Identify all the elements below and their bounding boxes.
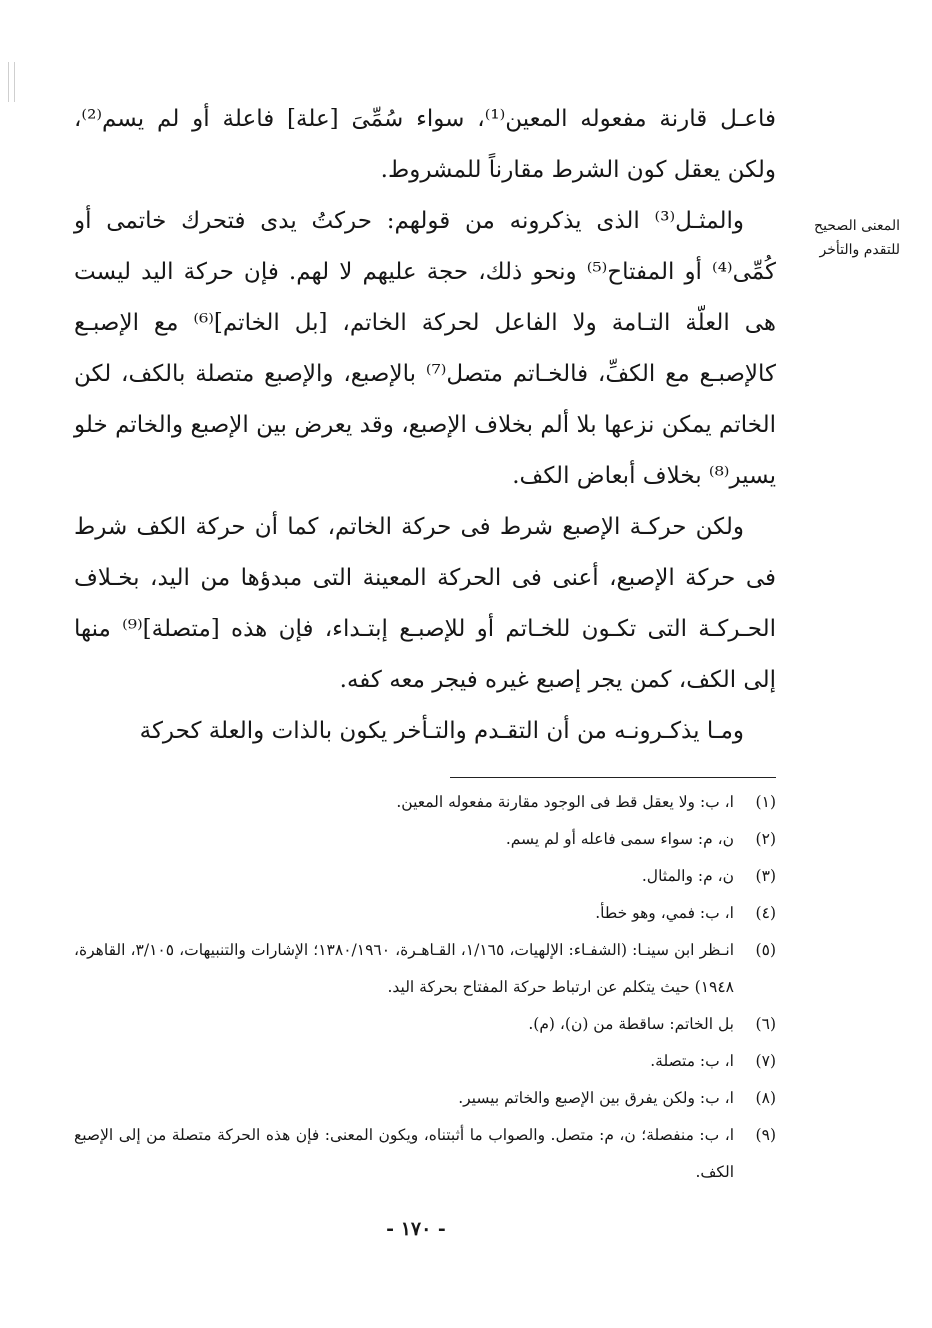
footnote-text: انـظر ابن سينـا: (الشفـاء: الإلهيات، ١/١٦٥، القـاهـرة، ١٣٨٠/١٩٦٠؛ الإشارات والتنبيهات، ٣/١٠٥، القاهرة، ١٩٤٨) حيث يتكلم عن ارتباط حركة المفتاح بحركة اليد.: [74, 941, 734, 996]
footnote: [74, 895, 776, 932]
footnote-text: ا، ب: متصلة.: [650, 1052, 734, 1070]
footnote-text: ا، ب: فمي، وهو خطأ.: [595, 904, 734, 922]
paragraph: فاعـل قارنة مفعوله المعين⁽¹⁾، سواء سُمِّىَ [علة] فاعلة أو لم يسم⁽²⁾، ولكن يعقل كون الشرط مقارناً للمشروط.: [74, 106, 776, 183]
footnote-text: ن، م: سواء سمى فاعله أو لم يسم.: [505, 830, 734, 848]
footnote-number: (٦): [755, 1015, 776, 1033]
footnotes: [74, 784, 776, 1191]
paragraph: ومـا يذكـرونـه من أن التقـدم والتـأخر يكون بالذات والعلة كحركة: [139, 718, 744, 744]
footnote-number: (١): [755, 793, 776, 811]
scan-edge-mark: [8, 62, 9, 102]
footnote: [74, 858, 776, 895]
main-text: [74, 94, 776, 757]
footnote-number: (٢): [755, 830, 776, 848]
page-number: - ١٧٠ -: [386, 1218, 446, 1240]
margin-heading: [796, 214, 900, 262]
footnote-number: (٤): [755, 904, 776, 922]
margin-heading-line: المعنى الصحيح: [814, 218, 900, 234]
scan-edge-mark: [14, 62, 15, 102]
footnote: [74, 1043, 776, 1080]
footnote-text: بل الخاتم: ساقطة من (ن)، (م).: [528, 1015, 734, 1033]
footnote: [74, 932, 776, 1006]
footnote-number: (٧): [755, 1052, 776, 1070]
footnote-text: ا، ب: ولا يعقل قط فى الوجود مقارنة مفعوله المعين.: [396, 793, 734, 811]
footnote-number: (٣): [755, 867, 776, 885]
footnote-number: (٩): [755, 1126, 776, 1144]
footnote-text: ا، ب: منفصلة؛ ن، م: متصل. والصواب ما أثبتناه، ويكون المعنى: فإن هذه الحركة متصلة من إلى الإصبع الكف.: [74, 1126, 734, 1181]
footnote-divider: [450, 777, 776, 778]
paragraph: والمثـل⁽³⁾ الذى يذكرونه من قولهم: حركتُ يدى فتحرك خاتمى أو كُمِّى⁽⁴⁾ أو المفتاح⁽⁵⁾ ونحو ذلك، حجة عليهم لا لهم. فإن حركة اليد ليست هى العلّة التـامة ولا الفاعل لحركة الخاتم، [بل الخاتم]⁽⁶⁾ مع الإصبـع كالإصبـع مع الكفِّ، فالخـاتم متصل⁽⁷⁾ بالإصبع، والإصبع متصلة بالكف، لكن الخاتم يمكن نزعها بلا ألم بخلاف الإصبع، وقد يعرض بين الإصبع والخاتم خلو يسير⁽⁸⁾ بخلاف أبعاض الكف.: [74, 208, 776, 489]
footnote-text: ن، م: والمثال.: [641, 867, 734, 885]
paragraph: ولكن حركـة الإصبع شرط فى حركة الخاتم، كما أن حركة الكف شرط فى حركة الإصبع، أعنى فى الحركة المعينة التى مبدؤها من اليد، بخـلاف الحـركـة التى تكـون للخـاتم أو للإصبـع إبتـداء، فإن هذه [متصلة]⁽⁹⁾ منها إلى الكف، كمن يجر إصبع غيره فيجر معه كفه.: [74, 514, 776, 693]
footnote: [74, 1117, 776, 1191]
footnote: [74, 784, 776, 821]
footnote: [74, 821, 776, 858]
footnote-number: (٨): [755, 1089, 776, 1107]
footnote: [74, 1080, 776, 1117]
footnote-number: (٥): [755, 941, 776, 959]
footnote-text: ا، ب: ولكن يفرق بين الإصبع والخاتم بيسير.: [458, 1089, 734, 1107]
margin-heading-line: للتقدم والتأخر: [819, 242, 900, 258]
footnote: [74, 1006, 776, 1043]
